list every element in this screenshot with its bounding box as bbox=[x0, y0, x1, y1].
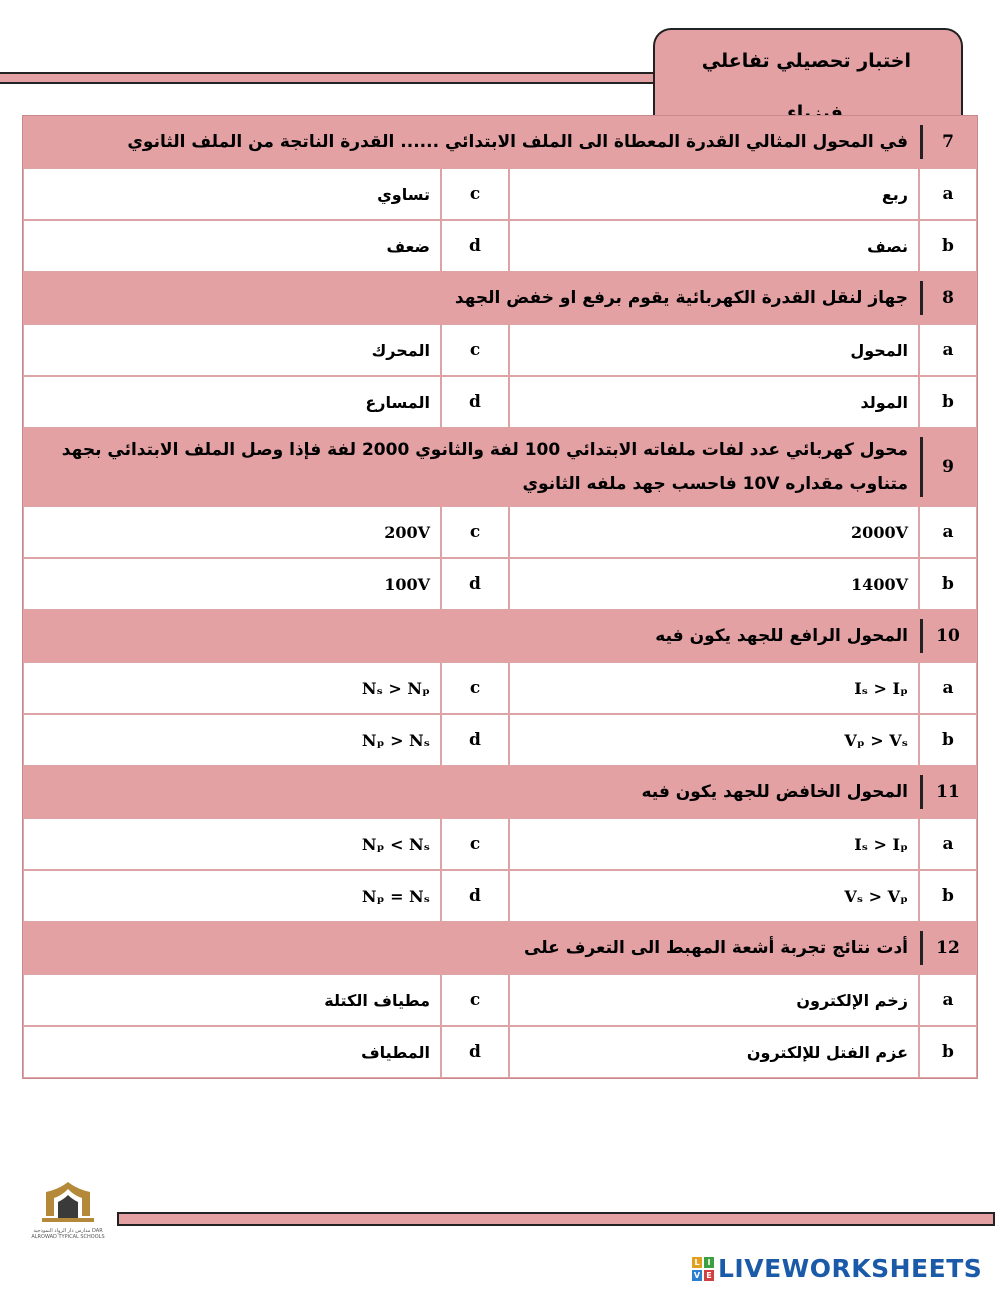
question-row bbox=[23, 766, 977, 818]
option-letter: b bbox=[919, 220, 977, 272]
question-row bbox=[23, 922, 977, 974]
footer-decoration-bar bbox=[117, 1212, 995, 1226]
answer-row bbox=[23, 558, 977, 610]
option-letter: b bbox=[919, 558, 977, 610]
answer-row bbox=[23, 870, 977, 922]
question-number: 9 bbox=[919, 428, 977, 506]
option-d[interactable]: المسارع bbox=[23, 376, 441, 428]
question-text: في المحول المثالي القدرة المعطاة الى الملف الابتدائي ...... القدرة الناتجة من الملف الثانوي bbox=[23, 116, 919, 168]
option-a[interactable]: Iₛ > Iₚ bbox=[509, 818, 919, 870]
question-row bbox=[23, 116, 977, 168]
option-b[interactable]: Vₚ > Vₛ bbox=[509, 714, 919, 766]
option-letter: c bbox=[441, 974, 509, 1026]
option-letter: d bbox=[441, 558, 509, 610]
option-letter: c bbox=[441, 506, 509, 558]
logo-letter: E bbox=[704, 1270, 714, 1281]
option-d[interactable]: 100V bbox=[23, 558, 441, 610]
option-letter: b bbox=[919, 714, 977, 766]
option-letter: c bbox=[441, 324, 509, 376]
option-a[interactable]: Iₛ > Iₚ bbox=[509, 662, 919, 714]
option-c[interactable]: المحرك bbox=[23, 324, 441, 376]
question-text: أدت نتائج تجربة أشعة المهبط الى التعرف على bbox=[23, 922, 919, 974]
option-b[interactable]: نصف bbox=[509, 220, 919, 272]
question-text: المحول الخافض للجهد يكون فيه bbox=[23, 766, 919, 818]
option-letter: a bbox=[919, 818, 977, 870]
question-text: جهاز لنقل القدرة الكهربائية يقوم برفع او خفض الجهد bbox=[23, 272, 919, 324]
page-subtitle: فيزياء bbox=[787, 102, 843, 124]
option-d[interactable]: Nₚ = Nₛ bbox=[23, 870, 441, 922]
option-letter: a bbox=[919, 324, 977, 376]
logo-letter: L bbox=[692, 1257, 702, 1268]
option-letter: a bbox=[919, 506, 977, 558]
answer-row bbox=[23, 168, 977, 220]
answer-row bbox=[23, 376, 977, 428]
option-letter: a bbox=[919, 974, 977, 1026]
answer-row bbox=[23, 220, 977, 272]
option-letter: c bbox=[441, 818, 509, 870]
option-c[interactable]: Nₛ > Nₚ bbox=[23, 662, 441, 714]
option-b[interactable]: 1400V bbox=[509, 558, 919, 610]
option-c[interactable]: مطياف الكتلة bbox=[23, 974, 441, 1026]
option-letter: d bbox=[441, 870, 509, 922]
answer-row bbox=[23, 506, 977, 558]
option-b[interactable]: Vₛ > Vₚ bbox=[509, 870, 919, 922]
option-letter: a bbox=[919, 662, 977, 714]
liveworksheets-brand[interactable] bbox=[692, 1254, 982, 1283]
header-decoration-line bbox=[0, 72, 660, 84]
question-number: 11 bbox=[919, 766, 977, 818]
logo-letter: V bbox=[693, 1270, 701, 1280]
option-b[interactable]: المولد bbox=[509, 376, 919, 428]
question-row bbox=[23, 610, 977, 662]
brand-name: LIVEWORKSHEETS bbox=[718, 1254, 983, 1283]
option-a[interactable]: ربع bbox=[509, 168, 919, 220]
answer-row bbox=[23, 974, 977, 1026]
school-caption: مدارس دار الرواد النموذجية DAR ALROWAD TYPICAL SCHOOLS bbox=[31, 1228, 105, 1240]
title-tab bbox=[653, 28, 963, 128]
option-letter: d bbox=[441, 376, 509, 428]
answer-row bbox=[23, 1026, 977, 1078]
option-b[interactable]: عزم الفتل للإلكترون bbox=[509, 1026, 919, 1078]
option-c[interactable]: تساوي bbox=[23, 168, 441, 220]
question-text: محول كهربائي عدد لفات ملفاته الابتدائي 100 لفة والثانوي 2000 لفة فإذا وصل الملف الابتدائي بجهد متناوب مقداره 10V فاحسب جهد ملفه الثانوي bbox=[23, 428, 919, 506]
liveworksheets-logo-icon bbox=[692, 1257, 714, 1281]
option-a[interactable]: زخم الإلكترون bbox=[509, 974, 919, 1026]
option-a[interactable]: المحول bbox=[509, 324, 919, 376]
answer-row bbox=[23, 714, 977, 766]
answer-row bbox=[23, 662, 977, 714]
option-d[interactable]: ضعف bbox=[23, 220, 441, 272]
option-d[interactable]: Nₚ > Nₛ bbox=[23, 714, 441, 766]
questions-table bbox=[22, 115, 978, 1079]
option-letter: d bbox=[441, 714, 509, 766]
question-number: 12 bbox=[919, 922, 977, 974]
option-a[interactable]: 2000V bbox=[509, 506, 919, 558]
question-row bbox=[23, 272, 977, 324]
option-letter: a bbox=[919, 168, 977, 220]
option-letter: b bbox=[919, 1026, 977, 1078]
question-number: 10 bbox=[919, 610, 977, 662]
question-text: المحول الرافع للجهد يكون فيه bbox=[23, 610, 919, 662]
question-number: 8 bbox=[919, 272, 977, 324]
answer-row bbox=[23, 818, 977, 870]
option-d[interactable]: المطياف bbox=[23, 1026, 441, 1078]
option-letter: d bbox=[441, 1026, 509, 1078]
option-letter: b bbox=[919, 870, 977, 922]
page-title: اختبار تحصيلي تفاعلي bbox=[701, 50, 911, 72]
option-letter: d bbox=[441, 220, 509, 272]
option-letter: c bbox=[441, 168, 509, 220]
option-c[interactable]: 200V bbox=[23, 506, 441, 558]
question-row bbox=[23, 428, 977, 506]
option-letter: b bbox=[919, 376, 977, 428]
option-c[interactable]: Nₚ < Nₛ bbox=[23, 818, 441, 870]
question-number: 7 bbox=[919, 116, 977, 168]
answer-row bbox=[23, 324, 977, 376]
logo-letter: I bbox=[704, 1257, 714, 1268]
option-letter: c bbox=[441, 662, 509, 714]
